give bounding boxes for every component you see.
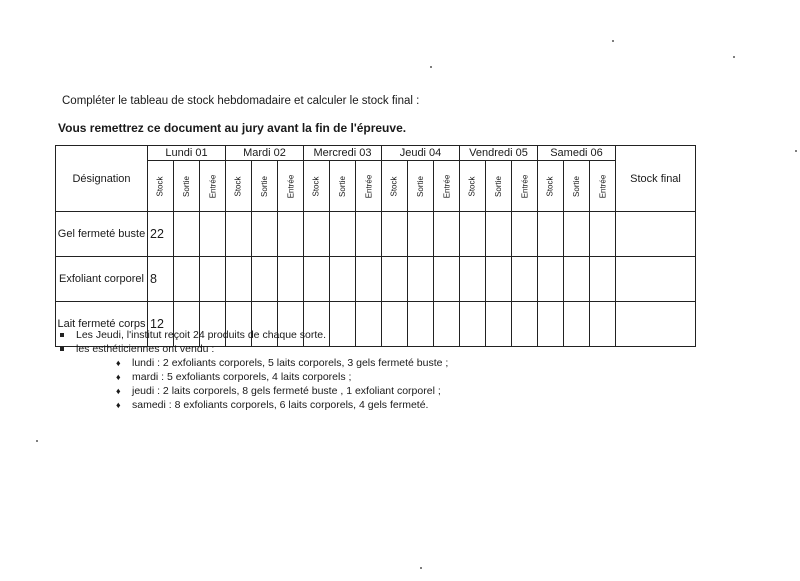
scan-speck <box>733 56 735 58</box>
column-subheader-label: Sortie <box>494 176 503 197</box>
initial-stock-value[interactable]: 22 <box>148 212 174 257</box>
empty-stock-cell[interactable] <box>590 302 616 347</box>
designation-header: Désignation <box>56 146 148 212</box>
empty-stock-cell[interactable] <box>590 212 616 257</box>
empty-stock-cell[interactable] <box>252 257 278 302</box>
instruction-text: Compléter le tableau de stock hebdomadaire et calculer le stock final : <box>62 95 420 107</box>
empty-stock-cell[interactable] <box>564 212 590 257</box>
column-subheader <box>512 161 538 212</box>
sales-item-text: samedi : 8 exfoliants corporels, 6 laits corporels, 4 gels fermeté. <box>132 399 429 411</box>
notice-text: Vous remettrez ce document au jury avant la fin de l'épreuve. <box>58 121 407 135</box>
final-stock-header: Stock final <box>616 146 696 212</box>
empty-stock-cell[interactable] <box>538 302 564 347</box>
sales-list <box>60 356 448 412</box>
column-subheader-label: Entrée <box>363 174 373 199</box>
day-header: Vendredi 05 <box>460 146 538 161</box>
diamond-bullet-icon: ♦ <box>116 400 121 410</box>
table-row <box>56 212 696 257</box>
product-name: Lait fermeté corps <box>56 302 148 347</box>
column-subheader-label: Entrée <box>597 174 607 199</box>
column-subheader-label: Entrée <box>519 174 529 199</box>
column-subheader <box>148 161 174 212</box>
column-subheader <box>174 161 200 212</box>
product-name: Gel fermeté buste <box>56 212 148 257</box>
column-subheader-label: Entrée <box>207 174 217 199</box>
empty-stock-cell[interactable] <box>278 257 304 302</box>
column-subheader-label: Stock <box>467 176 477 197</box>
empty-stock-cell[interactable] <box>460 302 486 347</box>
final-stock-cell[interactable] <box>616 302 696 347</box>
empty-stock-cell[interactable] <box>486 212 512 257</box>
day-header: Mardi 02 <box>226 146 304 161</box>
sales-item <box>60 384 448 398</box>
empty-stock-cell[interactable] <box>434 212 460 257</box>
note-item <box>60 328 448 342</box>
column-subheader-label: Sortie <box>572 176 581 197</box>
empty-stock-cell[interactable] <box>174 212 200 257</box>
empty-stock-cell[interactable] <box>538 257 564 302</box>
empty-stock-cell[interactable] <box>512 212 538 257</box>
empty-stock-cell[interactable] <box>304 212 330 257</box>
empty-stock-cell[interactable] <box>382 257 408 302</box>
empty-stock-cell[interactable] <box>460 212 486 257</box>
initial-stock-value[interactable]: 8 <box>148 257 174 302</box>
column-subheader <box>408 161 434 212</box>
column-subheader <box>590 161 616 212</box>
column-subheader-label: Stock <box>389 176 399 197</box>
column-subheader <box>460 161 486 212</box>
column-subheader <box>486 161 512 212</box>
table-row <box>56 257 696 302</box>
column-subheader-label: Sortie <box>260 176 269 197</box>
empty-stock-cell[interactable] <box>564 257 590 302</box>
empty-stock-cell[interactable] <box>486 302 512 347</box>
empty-stock-cell[interactable] <box>564 302 590 347</box>
empty-stock-cell[interactable] <box>304 257 330 302</box>
column-subheader-label: Entrée <box>441 174 451 199</box>
empty-stock-cell[interactable] <box>590 257 616 302</box>
column-subheader-label: Sortie <box>182 176 191 197</box>
diamond-bullet-icon: ♦ <box>116 372 121 382</box>
scan-speck <box>36 440 38 442</box>
note-sales-intro: les esthéticiennes ont vendu : <box>76 343 215 355</box>
column-subheader-label: Stock <box>155 176 165 197</box>
column-subheader-label: Stock <box>233 176 243 197</box>
empty-stock-cell[interactable] <box>278 212 304 257</box>
day-header: Lundi 01 <box>148 146 226 161</box>
empty-stock-cell[interactable] <box>538 212 564 257</box>
empty-stock-cell[interactable] <box>460 257 486 302</box>
product-name: Exfoliant corporel <box>56 257 148 302</box>
empty-stock-cell[interactable] <box>200 212 226 257</box>
column-subheader-label: Entrée <box>285 174 295 199</box>
column-subheader <box>278 161 304 212</box>
column-subheader-label: Sortie <box>416 176 425 197</box>
column-subheader <box>304 161 330 212</box>
column-subheader <box>330 161 356 212</box>
column-subheader <box>356 161 382 212</box>
sales-item <box>60 398 448 412</box>
notes-section <box>60 328 448 412</box>
column-subheader <box>226 161 252 212</box>
day-header: Samedi 06 <box>538 146 616 161</box>
diamond-bullet-icon: ♦ <box>116 386 121 396</box>
column-subheader <box>538 161 564 212</box>
column-subheader-label: Stock <box>311 176 321 197</box>
scan-speck <box>612 40 614 42</box>
empty-stock-cell[interactable] <box>512 302 538 347</box>
note-delivery: Les Jeudi, l'institut reçoit 24 produits de chaque sorte. <box>76 329 327 341</box>
empty-stock-cell[interactable] <box>226 212 252 257</box>
sales-item-text: jeudi : 2 laits corporels, 8 gels fermeté buste , 1 exfoliant corporel ; <box>132 385 441 397</box>
empty-stock-cell[interactable] <box>434 257 460 302</box>
column-subheader-label: Sortie <box>338 176 347 197</box>
day-header: Jeudi 04 <box>382 146 460 161</box>
empty-stock-cell[interactable] <box>174 257 200 302</box>
scan-speck <box>420 567 422 569</box>
sales-item <box>60 370 448 384</box>
empty-stock-cell[interactable] <box>200 257 226 302</box>
sales-item-text: lundi : 2 exfoliants corporels, 5 laits corporels, 3 gels fermeté buste ; <box>132 357 449 369</box>
column-subheader <box>382 161 408 212</box>
final-stock-cell[interactable] <box>616 212 696 257</box>
empty-stock-cell[interactable] <box>252 212 278 257</box>
empty-stock-cell[interactable] <box>512 257 538 302</box>
column-subheader <box>252 161 278 212</box>
empty-stock-cell[interactable] <box>356 257 382 302</box>
scan-speck <box>795 150 797 152</box>
empty-stock-cell[interactable] <box>408 257 434 302</box>
empty-stock-cell[interactable] <box>356 212 382 257</box>
note-item <box>60 342 448 356</box>
day-header: Mercredi 03 <box>304 146 382 161</box>
column-subheader <box>434 161 460 212</box>
stock-table <box>55 145 696 347</box>
initial-stock-value[interactable]: 12 <box>148 302 174 347</box>
scan-speck <box>430 66 432 68</box>
sales-item-text: mardi : 5 exfoliants corporels, 4 laits corporels ; <box>132 371 352 383</box>
empty-stock-cell[interactable] <box>408 212 434 257</box>
empty-stock-cell[interactable] <box>486 257 512 302</box>
sales-item <box>60 356 448 370</box>
bullet-square-icon <box>60 333 64 337</box>
bullet-square-icon <box>60 347 64 351</box>
empty-stock-cell[interactable] <box>226 257 252 302</box>
column-subheader-label: Stock <box>545 176 555 197</box>
empty-stock-cell[interactable] <box>330 212 356 257</box>
final-stock-cell[interactable] <box>616 257 696 302</box>
column-subheader <box>564 161 590 212</box>
empty-stock-cell[interactable] <box>330 257 356 302</box>
empty-stock-cell[interactable] <box>382 212 408 257</box>
diamond-bullet-icon: ♦ <box>116 358 121 368</box>
column-subheader <box>200 161 226 212</box>
